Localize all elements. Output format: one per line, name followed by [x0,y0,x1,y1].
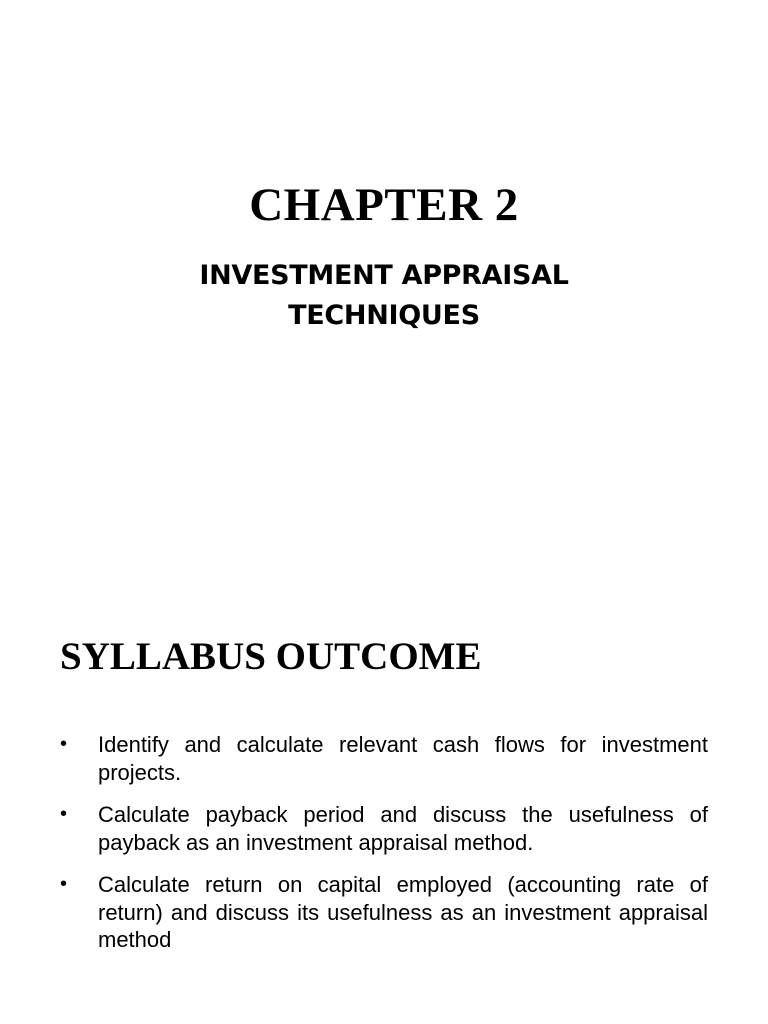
list-item [60,871,708,954]
bullet-icon: • [60,803,68,825]
bullet-icon: • [60,873,68,895]
bullet-icon: • [60,733,68,755]
syllabus-slide [0,512,768,1024]
subtitle-line-1: INVESTMENT APPRAISAL [199,260,569,291]
list-item [60,731,708,786]
bullet-text: Calculate payback period and discuss the usefulness of payback as an investment appraisal method. [98,802,708,855]
bullet-text: Calculate return on capital employed (accounting rate of return) and discuss its usefulness as an investment appraisal method [98,872,708,952]
section-heading: SYLLABUS OUTCOME [60,635,482,678]
outcome-list [60,731,708,969]
list-item [60,801,708,856]
chapter-title: CHAPTER 2 [249,179,519,231]
bullet-text: Identify and calculate relevant cash flows for investment projects. [98,732,708,785]
chapter-subtitle [0,256,768,336]
subtitle-line-2: TECHNIQUES [288,300,480,331]
